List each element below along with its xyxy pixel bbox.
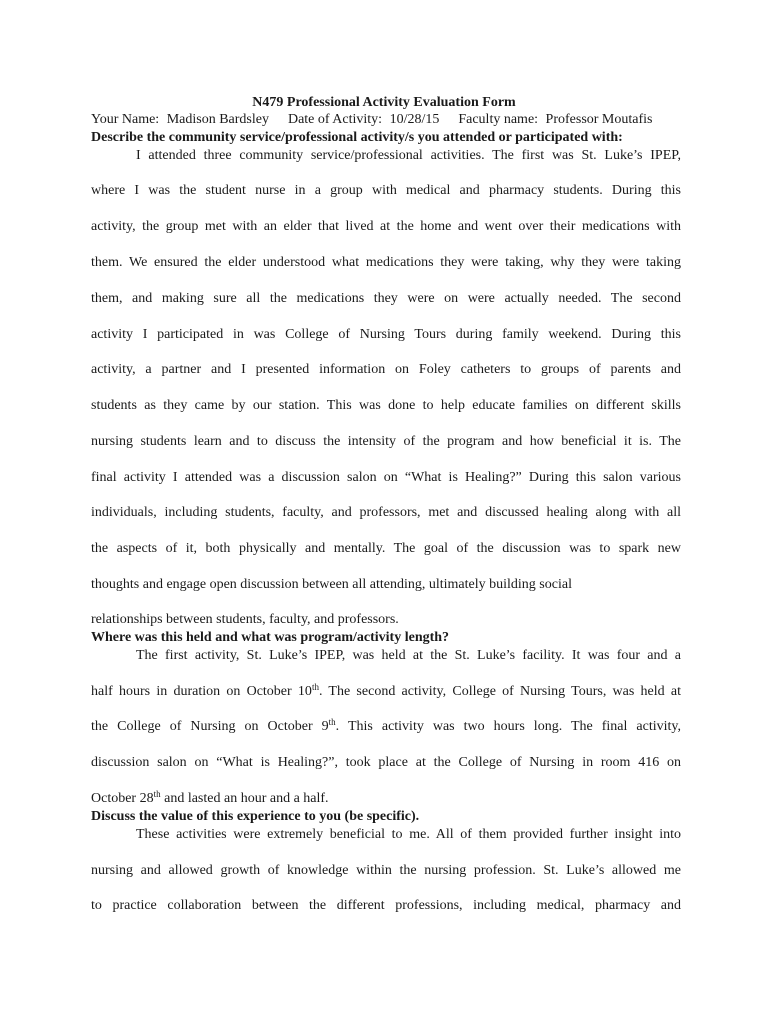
- section2-line: [91, 683, 681, 701]
- section1-line: I attended three community service/professional activities. The first was St. Luke’s IPEP,: [136, 148, 681, 163]
- ordinal-suffix: th: [311, 682, 319, 692]
- line-text: and lasted an hour and a half.: [160, 791, 329, 806]
- section3-line: These activities were extremely beneficial to me. All of them provided further insight into: [136, 827, 681, 842]
- section2-line: The first activity, St. Luke’s IPEP, was held at the St. Luke’s facility. It was four and a: [136, 648, 681, 663]
- section1-line: activity I participated in was College of Nursing Tours during family weekend. During this: [91, 327, 681, 342]
- form-meta-line: [91, 111, 652, 129]
- line-text: the College of Nursing on October 9: [91, 719, 329, 734]
- line-text: . The second activity, College of Nursing Tours, was held at: [318, 684, 682, 699]
- section3-line: nursing and allowed growth of knowledge within the nursing profession. St. Luke’s allowed me: [91, 863, 681, 878]
- line-text: . This activity was two hours long. The final activity,: [335, 719, 682, 734]
- line-text: half hours in duration on October 10: [91, 684, 312, 699]
- section2-heading: Where was this held and what was program/activity length?: [91, 630, 450, 645]
- section2-line: [91, 718, 681, 736]
- ordinal-suffix: th: [153, 789, 161, 799]
- section3-heading: Discuss the value of this experience to you (be specific).: [91, 809, 420, 824]
- line-text: October 28: [91, 791, 154, 806]
- section1-line: activity, a partner and I presented information on Foley catheters to groups of parents and: [91, 362, 681, 377]
- section1-line: them, and making sure all the medications they were on were actually needed. The second: [91, 291, 681, 306]
- faculty-label: Faculty name:: [458, 112, 539, 127]
- section1-line: individuals, including students, faculty, and professors, met and discussed healing along with all: [91, 505, 681, 520]
- section1-line: nursing students learn and to discuss the intensity of the program and how beneficial it is. The: [91, 434, 681, 449]
- section1-line: activity, the group met with an elder that lived at the home and went over their medications with: [91, 219, 681, 234]
- section1-heading: Describe the community service/professional activity/s you attended or participated with:: [91, 130, 623, 145]
- section2-line: [91, 790, 681, 808]
- ordinal-suffix: th: [328, 717, 336, 727]
- section1-line: where I was the student nurse in a group with medical and pharmacy students. During this: [91, 183, 681, 198]
- section1-line: them. We ensured the elder understood what medications they were taking, why they were taking: [91, 255, 681, 270]
- date-value: 10/28/15: [389, 112, 440, 127]
- name-label: Your Name:: [91, 112, 160, 127]
- section1-line: final activity I attended was a discussion salon on “What is Healing?” During this salon various: [91, 470, 681, 485]
- date-label: Date of Activity:: [287, 112, 383, 127]
- name-value: Madison Bardsley: [166, 112, 269, 127]
- section1-line: students as they came by our station. This was done to help educate families on different skills: [91, 398, 681, 413]
- section2-line: discussion salon on “What is Healing?”, took place at the College of Nursing in room 416 on: [91, 755, 681, 770]
- section1-line: thoughts and engage open discussion between all attending, ultimately building social: [91, 577, 572, 592]
- faculty-value: Professor Moutafis: [545, 112, 653, 127]
- section1-line: relationships between students, faculty, and professors.: [91, 612, 399, 627]
- form-title: N479 Professional Activity Evaluation Form: [252, 95, 516, 110]
- section1-line: the aspects of it, both physically and mentally. The goal of the discussion was to spark new: [91, 541, 681, 556]
- section3-line: to practice collaboration between the different professions, including medical, pharmacy and: [91, 898, 681, 913]
